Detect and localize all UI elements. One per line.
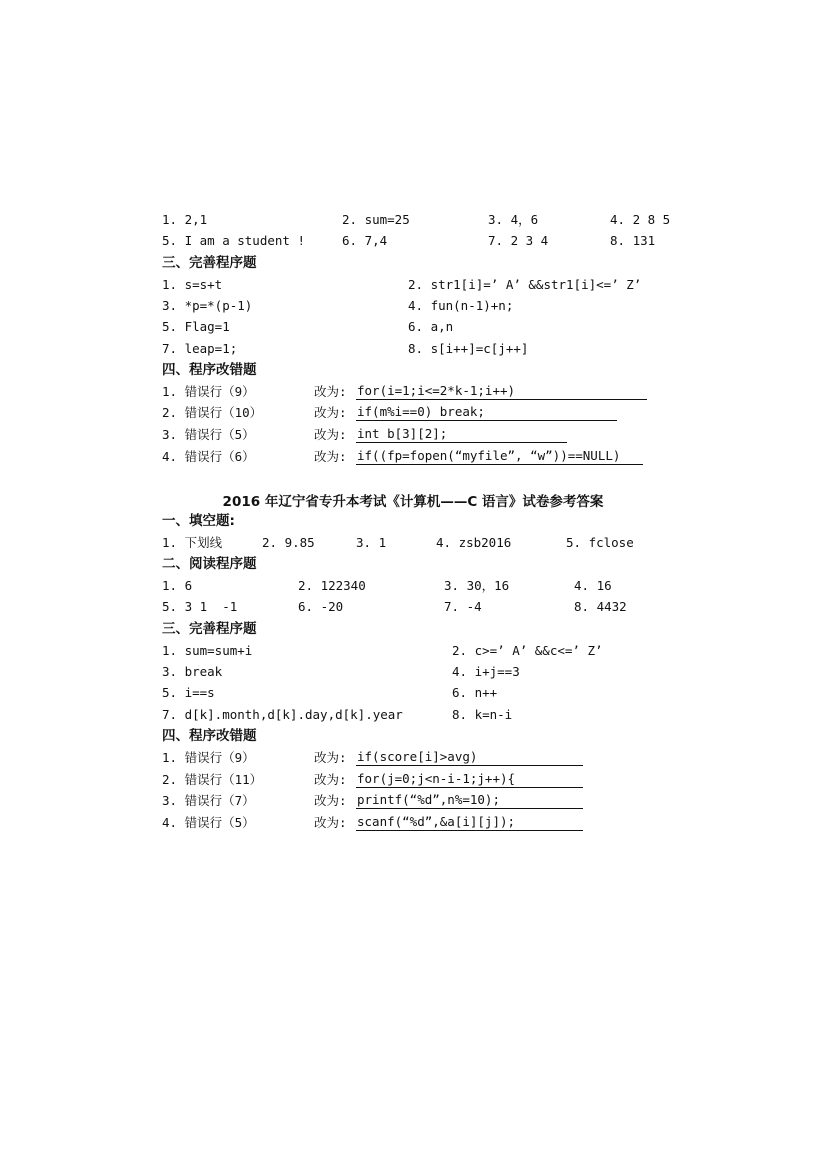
section-heading-complete: 三、完善程序题 <box>162 255 257 271</box>
fix-row-1 <box>162 749 682 767</box>
complete-row-3 <box>162 318 682 336</box>
answer-item: 1. sum=sum+i <box>162 643 253 658</box>
change-label: 改为: <box>314 793 347 808</box>
section-heading-fix: 四、程序改错题 <box>162 362 257 378</box>
fix-row-2 <box>162 771 682 789</box>
complete-row-2 <box>162 297 682 315</box>
change-label: 改为: <box>314 772 347 787</box>
fix-code: int b[3][2]; <box>356 426 567 443</box>
read-answers-row-2 <box>162 232 682 250</box>
fill-answers-row <box>162 534 682 552</box>
page-title: 2016 年辽宁省专升本考试《计算机——C 语言》试卷参考答案 <box>222 494 604 510</box>
fix-row-3 <box>162 792 682 810</box>
answer-item: 7. leap=1; <box>162 341 238 356</box>
fix-line-label: 3. 错误行（5） <box>162 427 255 442</box>
fix-line-label: 3. 错误行（7） <box>162 793 255 808</box>
answer-item: 6. n++ <box>452 685 498 700</box>
answer-item: 3. *p=*(p-1) <box>162 298 253 313</box>
answer-item: 1. 2,1 <box>162 212 208 227</box>
complete-row-1 <box>162 276 682 294</box>
fix-line-label: 1. 错误行（9） <box>162 750 255 765</box>
change-label: 改为: <box>314 405 347 420</box>
fix-line-label: 1. 错误行（9） <box>162 384 255 399</box>
answer-item: 8. 4432 <box>574 599 627 614</box>
fix-code: for(j=0;j<n-i-1;j++){ <box>356 771 583 788</box>
answer-item: 3. 1 <box>356 535 387 550</box>
fix-code: for(i=1;i<=2*k-1;i++) <box>356 383 647 400</box>
fix-line-label: 4. 错误行（6） <box>162 449 255 464</box>
change-label: 改为: <box>314 449 347 464</box>
fix-code: if(score[i]>avg) <box>356 749 583 766</box>
section-heading-fix: 四、程序改错题 <box>162 728 257 744</box>
fix-code: if(m%i==0) break; <box>356 404 617 421</box>
answer-item: 5. fclose <box>566 535 634 550</box>
answer-item: 2. 122340 <box>298 578 366 593</box>
change-label: 改为: <box>314 384 347 399</box>
complete-row-1 <box>162 642 682 660</box>
complete-row-4 <box>162 340 682 358</box>
change-label: 改为: <box>314 427 347 442</box>
answer-item: 2. 9.85 <box>262 535 315 550</box>
change-label: 改为: <box>314 750 347 765</box>
fix-line-label: 2. 错误行（11） <box>162 772 263 787</box>
answer-item: 3. 30，16 <box>444 578 510 593</box>
answer-item: 5. Flag=1 <box>162 319 230 334</box>
answer-item: 1. 6 <box>162 578 193 593</box>
answer-item: 4. i+j==3 <box>452 664 520 679</box>
answer-item: 3. 4，6 <box>488 212 539 227</box>
read-answers-row-1 <box>162 211 682 229</box>
answer-item: 4. 16 <box>574 578 612 593</box>
answer-item: 3. break <box>162 664 223 679</box>
section-heading-fill: 一、填空题: <box>162 513 235 529</box>
answer-item: 4. zsb2016 <box>436 535 512 550</box>
answer-item: 2. sum=25 <box>342 212 410 227</box>
answer-item: 5. I am a student ! <box>162 233 305 248</box>
answer-item: 2. str1[i]=’ A’ &&str1[i]<=’ Z’ <box>408 277 642 292</box>
answer-item: 7. d[k].month,d[k].day,d[k].year <box>162 707 403 722</box>
answer-item: 6. -20 <box>298 599 344 614</box>
answer-item: 6. a,n <box>408 319 454 334</box>
answer-item: 6. 7,4 <box>342 233 388 248</box>
section-heading-read: 二、阅读程序题 <box>162 556 257 572</box>
answer-item: 5. 3 1 -1 <box>162 599 238 614</box>
answer-item: 4. 2 8 5 <box>610 212 671 227</box>
answer-item: 8. s[i++]=c[j++] <box>408 341 529 356</box>
fix-line-label: 4. 错误行（5） <box>162 815 255 830</box>
change-label: 改为: <box>314 815 347 830</box>
answer-item: 4. fun(n-1)+n; <box>408 298 514 313</box>
fix-row-4 <box>162 448 682 466</box>
answer-item: 8. 131 <box>610 233 656 248</box>
answer-item: 8. k=n-i <box>452 707 513 722</box>
answer-item: 2. c>=’ A’ &&c<=’ Z’ <box>452 643 603 658</box>
answer-item: 5. i==s <box>162 685 215 700</box>
complete-row-3 <box>162 684 682 702</box>
section-heading-complete: 三、完善程序题 <box>162 621 257 637</box>
answer-item: 7. 2 3 4 <box>488 233 549 248</box>
fix-row-2 <box>162 404 682 422</box>
answer-item: 1. 下划线 <box>162 535 223 550</box>
read-answers-row-1 <box>162 577 682 595</box>
fix-code: if((fp=fopen(“myfile”, “w”))==NULL) <box>356 448 643 465</box>
complete-row-4 <box>162 706 682 724</box>
fix-row-3 <box>162 426 682 444</box>
answer-item: 7. -4 <box>444 599 482 614</box>
fix-row-4 <box>162 814 682 832</box>
fix-line-label: 2. 错误行（10） <box>162 405 263 420</box>
fix-row-1 <box>162 383 682 401</box>
read-answers-row-2 <box>162 598 682 616</box>
fix-code: printf(“%d”,n%=10); <box>356 792 583 809</box>
complete-row-2 <box>162 663 682 681</box>
fix-code: scanf(“%d”,&a[i][j]); <box>356 814 583 831</box>
answer-item: 1. s=s+t <box>162 277 223 292</box>
